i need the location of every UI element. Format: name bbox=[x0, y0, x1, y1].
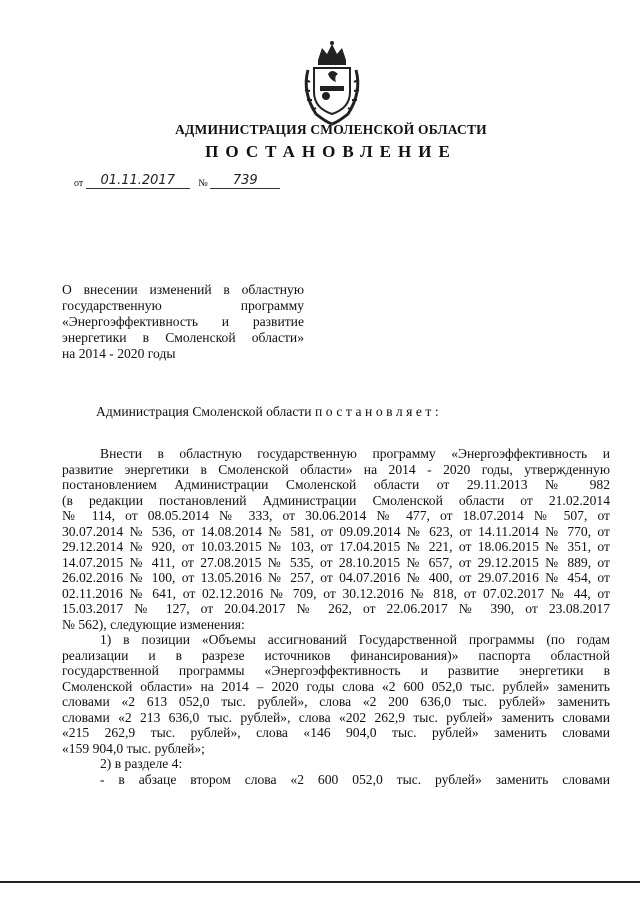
bottom-rule bbox=[0, 881, 640, 883]
body-line: государственной программы «Энергоэффективность и развитие энергетики в bbox=[62, 663, 610, 678]
document-type-title: ПОСТАНОВЛЕНИЕ bbox=[205, 142, 457, 161]
subject-line: энергетики в Смоленской области» bbox=[62, 330, 304, 345]
body-line: 2) в разделе 4: bbox=[100, 756, 183, 771]
body-line: словами «2 613 052,0 тыс. рублей», слова «2 200 636,0 тыс. рублей» заменить bbox=[62, 694, 610, 709]
coat-of-arms-emblem bbox=[296, 40, 368, 130]
decree-line bbox=[96, 404, 442, 420]
body-line: 30.07.2014 № 536, от 14.08.2014 № 581, от 09.09.2014 № 623, от 14.11.2014 № 770, от bbox=[62, 523, 610, 539]
body-line: № 562), следующие изменения: bbox=[62, 616, 245, 632]
body-line: Внести в областную государственную программу «Энергоэффективность и bbox=[100, 446, 610, 461]
body-line: «215 262,9 тыс. рублей», слова «146 904,0 тыс. рублей» заменить словами bbox=[62, 725, 610, 740]
body-line: реализации и в разрезе источников финансирования)» паспорта областной bbox=[62, 647, 610, 663]
decree-prefix: Администрация Смоленской области bbox=[96, 404, 315, 419]
subject-block bbox=[62, 282, 304, 362]
subject-line: на 2014 - 2020 годы bbox=[62, 346, 176, 361]
body-line: (в редакции постановлений Администрации Смоленской области от 21.02.2014 bbox=[62, 492, 610, 508]
body-line: словами «2 213 636,0 тыс. рублей», слова «202 262,9 тыс. рублей» заменить словами bbox=[62, 709, 610, 725]
body-line: «159 904,0 тыс. рублей»; bbox=[62, 740, 205, 756]
body-line: 15.03.2017 № 127, от 20.04.2017 № 262, от 22.06.2017 № 390, от 23.08.2017 bbox=[62, 601, 610, 616]
date-label: от bbox=[74, 178, 84, 189]
body-line: 26.02.2016 № 100, от 13.05.2016 № 257, от 04.07.2016 № 400, от 29.07.2016 № 454, от bbox=[62, 570, 610, 585]
body-line: 1) в позиции «Объемы ассигнований Государственной программы (по годам bbox=[100, 632, 610, 647]
date-number-line bbox=[74, 174, 280, 189]
body-line: № 114, от 08.05.2014 № 333, от 30.06.2014 № 477, от 18.07.2014 № 507, от bbox=[62, 508, 610, 523]
body-line: 29.12.2014 № 920, от 10.03.2015 № 103, от 17.04.2015 № 221, от 18.06.2015 № 351, от bbox=[62, 539, 610, 554]
number-value: 739 bbox=[210, 174, 280, 189]
body-line: 02.11.2016 № 641, от 02.12.2016 № 709, от 30.12.2016 № 818, от 07.02.2017 № 44, от bbox=[62, 585, 610, 601]
subject-line: О внесении изменений в областную bbox=[62, 282, 304, 297]
body-line: Смоленской области» на 2014 – 2020 годы слова «2 600 052,0 тыс. рублей» заменить bbox=[62, 678, 610, 694]
number-label: № bbox=[198, 178, 208, 189]
body-line: - в абзаце втором слова «2 600 052,0 тыс. рублей» заменить словами bbox=[100, 771, 610, 787]
body-line: постановлением Администрации Смоленской области от 29.11.2013 № 982 bbox=[62, 477, 610, 492]
coat-of-arms-icon bbox=[296, 40, 368, 130]
body-text bbox=[62, 446, 610, 787]
decree-verb: постановляет: bbox=[314, 404, 443, 419]
date-value: 01.11.2017 bbox=[86, 174, 190, 189]
subject-line: государственную программу bbox=[62, 298, 304, 313]
body-line: развитие энергетики в Смоленской области» на 2014 - 2020 годы, утвержденную bbox=[62, 461, 610, 477]
organization-title: АДМИНИСТРАЦИЯ СМОЛЕНСКОЙ ОБЛАСТИ bbox=[175, 122, 487, 137]
body-line: 14.07.2015 № 411, от 27.08.2015 № 535, от 28.10.2015 № 657, от 29.12.2015 № 889, от bbox=[62, 554, 610, 570]
subject-line: «Энергоэффективность и развитие bbox=[62, 314, 304, 329]
